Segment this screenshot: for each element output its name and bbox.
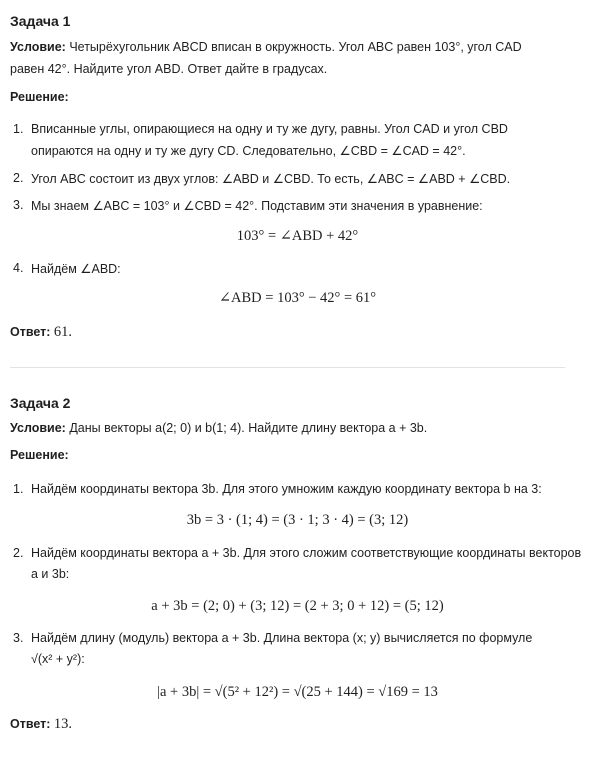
task1-condition-line2: равен 42°. Найдите угол ABD. Ответ дайте в градусах. <box>10 62 328 76</box>
task1-step3-number: 3. <box>13 198 24 212</box>
task1-condition-label: Условие: <box>10 40 66 54</box>
task1-answer-label: Ответ: <box>10 325 51 339</box>
task2-step2-formula: a + 3b = (2; 0) + (3; 12) = (2 + 3; 0 + 12) = (5; 12) <box>151 598 444 614</box>
task2-condition-label: Условие: <box>10 421 66 435</box>
task2-step2-number: 2. <box>13 546 24 560</box>
task1-step2-number: 2. <box>13 171 24 185</box>
task2-step3-line2: √(x² + y²): <box>31 652 85 666</box>
task1-step4-number: 4. <box>13 261 24 275</box>
task1-step1-line2: опираются на одну и ту же дугу CD. Следовательно, ∠CBD = ∠CAD = 42°. <box>31 144 466 158</box>
task1-step3-formula: 103° = ∠ABD + 42° <box>236 228 359 244</box>
task1-step4-line1: Найдём ∠ABD: <box>31 262 121 276</box>
task2-step2-line1: Найдём координаты вектора a + 3b. Для этого сложим соответствующие координаты векторов <box>31 546 582 560</box>
task1-answer-value: 61. <box>53 324 73 340</box>
task2-step1-number: 1. <box>13 482 24 496</box>
task1-answer <box>10 324 72 341</box>
task1-step1-line1: Вписанные углы, опирающиеся на одну и ту же дугу, равны. Угол CAD и угол CBD <box>31 122 508 136</box>
task2-condition-line1: Даны векторы a(2; 0) и b(1; 4). Найдите длину вектора a + 3b. <box>69 421 428 435</box>
task1-step4-formula: ∠ABD = 103° − 42° = 61° <box>218 290 377 306</box>
task2-step3-line1: Найдём длину (модуль) вектора a + 3b. Длина вектора (x; y) вычисляется по формуле <box>31 631 533 645</box>
task1-title: Задача 1 <box>10 13 71 29</box>
task2-answer-label: Ответ: <box>10 717 51 731</box>
task1-solution-label: Решение: <box>10 90 69 104</box>
task1-condition <box>10 40 522 54</box>
task2-answer-value: 13. <box>53 716 73 732</box>
task2-answer <box>10 716 72 733</box>
task2-step1-line1: Найдём координаты вектора 3b. Для этого умножим каждую координату вектора b на 3: <box>31 482 542 496</box>
divider <box>10 367 565 368</box>
task1-condition-line1: Четырёхугольник ABCD вписан в окружность. Угол ABC равен 103°, угол CAD <box>69 40 522 54</box>
task2-step3-formula: |a + 3b| = √(5² + 12²) = √(25 + 144) = √169 = 13 <box>157 684 438 700</box>
task2-title: Задача 2 <box>10 395 71 411</box>
task2-solution-label: Решение: <box>10 448 69 462</box>
task2-step3-number: 3. <box>13 631 24 645</box>
task1-step1-number: 1. <box>13 122 24 136</box>
task2-step2-line2: a и 3b: <box>31 567 70 581</box>
task2-condition <box>10 421 427 435</box>
task1-step3-line1: Мы знаем ∠ABC = 103° и ∠CBD = 42°. Подставим эти значения в уравнение: <box>31 199 483 213</box>
task2-step1-formula: 3b = 3 · (1; 4) = (3 · 1; 3 · 4) = (3; 12) <box>186 512 409 528</box>
task1-step2-line1: Угол ABC состоит из двух углов: ∠ABD и ∠CBD. То есть, ∠ABC = ∠ABD + ∠CBD. <box>31 172 511 186</box>
